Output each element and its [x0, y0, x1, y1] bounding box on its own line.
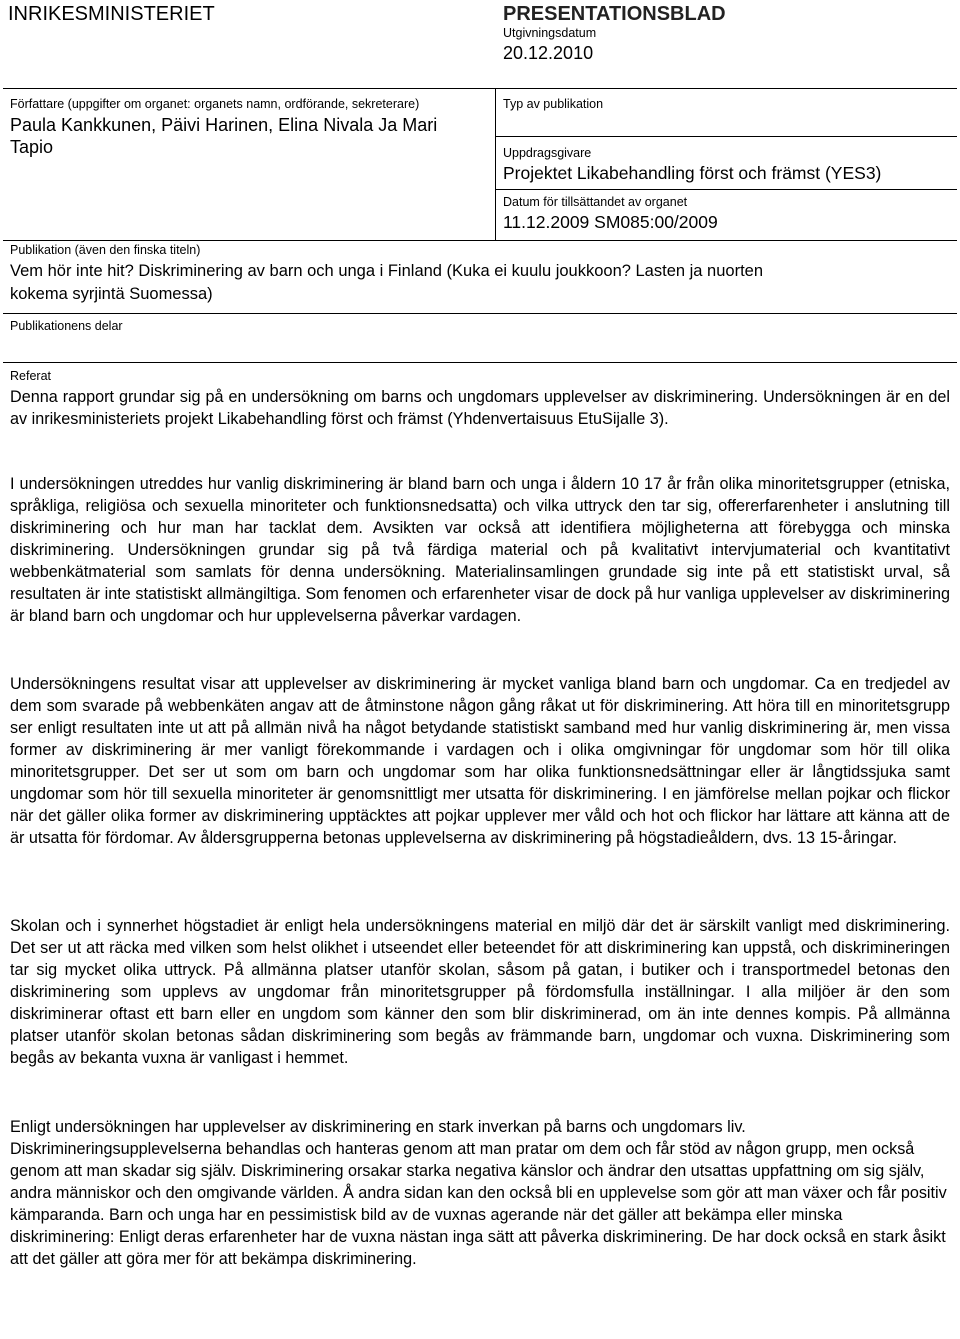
publication-title-line-2: kokema syrjintä Suomessa)	[10, 285, 213, 303]
divider-commissioner	[495, 189, 957, 190]
divider-publication	[3, 240, 957, 241]
authors-line-2: Tapio	[10, 137, 54, 157]
issue-date-label: Utgivningsdatum	[503, 26, 597, 40]
appointment-date-label: Datum för tillsättandet av organet	[503, 195, 688, 209]
divider-abstract	[3, 362, 957, 363]
authors-line-1: Paula Kankkunen, Päivi Harinen, Elina Nivala Ja Mari	[10, 115, 438, 135]
abstract-paragraph-2: I undersökningen utreddes hur vanlig diskriminering är bland barn och unga i åldern 10 17 år från olika minoritetsgrupper (etniska, språkliga, religiösa och sexuella minoriteter och funktionsnedsatta) och vilka uttryck den tar sig, offererfarenheter i anslutning till diskriminering och hur man har tacklat dem. Avsikten var också att identifiera möjligheterna att förebygga och minska diskriminering. Undersökningen grundar sig på två färdiga material och på kvalitativt intervjumaterial och kvantitativt webbenkätmaterial som samlats för denna undersökning. Materialinsamlingen grundade sig inte på ett statistiskt urval, så resultaten är inte statistiskt allmängiltiga. Som fenomen och erfarenheter visar de dock på hur vanliga upplevelser av diskriminering är bland barn och ungdomar och hur upplevelserna påverkar vardagen.	[10, 475, 950, 625]
authors-label: Författare (uppgifter om organet: organets namn, ordförande, sekreterare)	[10, 97, 420, 111]
divider-top	[3, 88, 957, 89]
publication-type-label: Typ av publikation	[503, 97, 604, 111]
abstract-label: Referat	[10, 369, 51, 383]
publication-title-line-1: Vem hör inte hit? Diskriminering av barn och unga i Finland (Kuka ei kuulu joukkoon? Lasten ja nuorten	[10, 262, 764, 280]
appointment-date-value: 11.12.2009 SM085:00/2009	[503, 212, 718, 232]
divider-type	[495, 136, 957, 137]
abstract-paragraph-1: Denna rapport grundar sig på en undersökning om barns och ungdomars upplevelser av diskriminering. Undersökningen är en del av inrikesministeriets projekt Likabehandling först och främst (Yhdenvertaisuus EtuSijalle 3).	[10, 388, 950, 428]
publication-title-label: Publikation (även den finska titeln)	[10, 243, 201, 257]
abstract-paragraph-3: Undersökningens resultat visar att upplevelser av diskriminering är mycket vanliga bland barn och ungdomar. Ca en tredjedel av dem som svarade på webbenkäten angav att de åtminstone någon gång råkat ut för diskriminering. Att höra till en minoritetsgrupp ser enligt resultaten inte ut att på allmän nivå ha något betydande statistiskt samband med hur vanlig diskriminering är, men vissa former av diskriminering är mer vanligt förekommande i vardagen och i olika omgivningar för ungdomar som hör till olika minoritetsgrupper. Det ser ut som om barn och ungdomar som har olika funktionsnedsättningar eller är långtidssjuka samt ungdomar som hör till sexuella minoriteter är genomsnittligt mer utsatta för diskriminering. I en jämförelse mellan pojkar och flickor när det gäller olika former av diskriminering upptäcktes att pojkar upplever mer våld och hot och flickor har lättare att känna att de är utsatta för fördomar. Av åldersgrupperna betonas upplevelserna av diskriminering på högstadieåldern, dvs. 13 15-åringar.	[10, 675, 950, 847]
commissioner-value: Projektet Likabehandling först och främst (YES3)	[503, 163, 882, 183]
document-type-title: PRESENTATIONSBLAD	[503, 3, 726, 25]
abstract-paragraph-4: Skolan och i synnerhet högstadiet är enligt hela undersökningens material en miljö där det är särskilt vanligt med diskriminering. Det ser ut att räcka med vilken som helst olikhet i utseendet eller beteendet för att diskriminering kan uppstå, och diskrimineringen tar sig mycket olika uttryck. På allmänna platser utanför skolan, såsom på gatan, i butiker och i transportmedel betonas den diskriminering som upplevs av ungdomar från minoritetsgrupper på fördomsfulla inställningar. I alla miljöer är den som diskriminerar oftast ett barn eller en ungdom som känner den som blir diskriminerad, om än inte dennes kompis. På allmänna platser utanför skolan betonas sådan diskriminering som begås av främmande barn, ungdomar och vuxna. Diskriminering som begås av bekanta vuxna är vanligast i hemmet.	[10, 917, 950, 1067]
divider-parts	[3, 313, 957, 314]
ministry-title: INRIKESMINISTERIET	[8, 3, 215, 25]
commissioner-label: Uppdragsgivare	[503, 146, 592, 160]
issue-date-value: 20.12.2010	[503, 43, 594, 63]
divider-vertical	[495, 88, 496, 240]
publication-parts-label: Publikationens delar	[10, 319, 123, 333]
abstract-paragraph-5: Enligt undersökningen har upplevelser av diskriminering en stark inverkan på barns och ungdomars liv. Diskrimineringsupplevelserna behandlas och hanteras genom att man pratar om dem och får stöd av någon grupp, men också genom att man skadar sig själv. Diskriminering orsakar starka negativa känslor och ändrar den utsattas uppfattning om sig själv, andra människor och den omgivande världen. Å andra sidan kan den också bli en upplevelse som gör att man växer och får positiv kämparanda. Barn och unga har en pessimistisk bild av de vuxnas agerande när det gäller att bekämpa eller minska diskriminering: Enligt deras erfarenheter har de vuxna nästan inga sätt att påverka diskriminering. De har dock också en stark åsikt att det gäller att göra mer för att bekämpa diskriminering.	[10, 1118, 947, 1268]
